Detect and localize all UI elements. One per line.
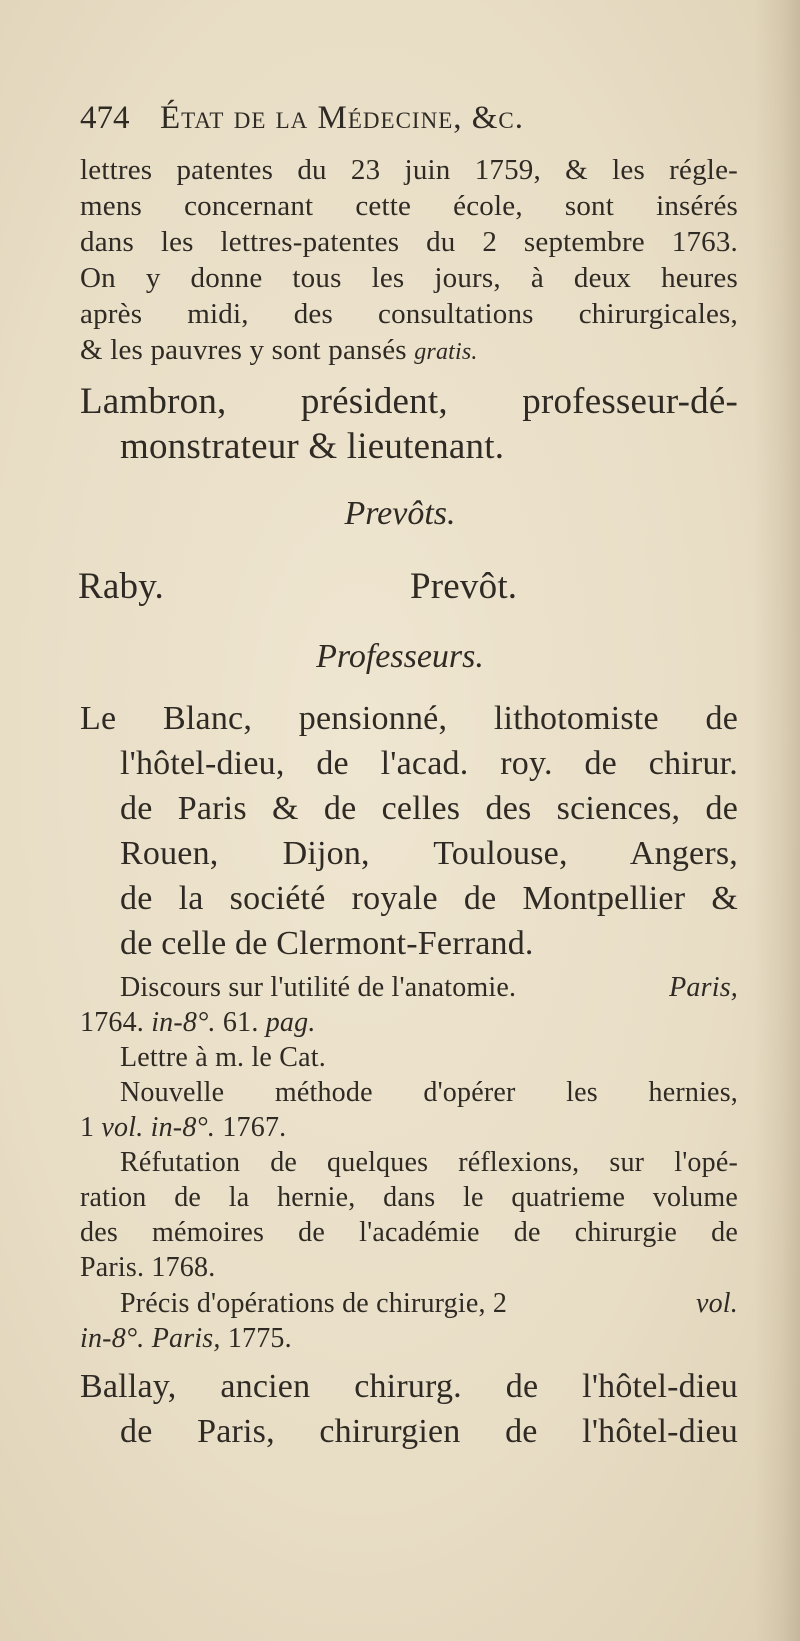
president-line: Lambron, président, professeur-dé- [80, 381, 738, 422]
prevot-name: Raby. [78, 566, 164, 607]
work-refutation-line: Paris. 1768. [80, 1252, 216, 1283]
le-blanc-line: de Paris & de celles des sciences, de [120, 790, 738, 827]
work-pages: 61. [222, 1007, 259, 1038]
le-blanc-line: l'hôtel-dieu, de l'acad. roy. de chirur. [120, 745, 738, 782]
work-refutation-line: ration de la hernie, dans le quatrieme volume [80, 1182, 738, 1213]
section-heading-professeurs: Professeurs. [316, 638, 484, 675]
work-format: in-8°. [150, 1112, 216, 1143]
intro-line: dans les lettres-patentes du 2 septembre 1763. [80, 226, 738, 258]
work-nouvelle-methode-details [80, 1112, 286, 1144]
page-gutter-shadow [754, 0, 800, 1641]
page-number: 474 [80, 100, 130, 136]
work-vol-number: 1 [80, 1112, 95, 1143]
work-format: in-8°. [151, 1007, 216, 1038]
le-blanc-line: Le Blanc, pensionné, lithotomiste de [80, 700, 738, 737]
intro-line: mens concernant cette école, sont insérés [80, 190, 738, 222]
section-heading-prevots: Prevôts. [344, 495, 456, 532]
intro-line: après midi, des consultations chirurgicales, [80, 298, 738, 330]
work-year: 1767. [222, 1112, 287, 1143]
work-nouvelle-methode: Nouvelle méthode d'opérer les hernies, [120, 1077, 738, 1108]
work-format: in-8°. [80, 1323, 145, 1354]
work-lettre: Lettre à m. le Cat. [120, 1042, 326, 1073]
work-title: Discours sur l'utilité de l'anatomie. [120, 972, 517, 1003]
ballay-line: de Paris, chirurgien de l'hôtel-dieu [120, 1413, 738, 1450]
ballay-line: Ballay, ancien chirurg. de l'hôtel-dieu [80, 1368, 738, 1405]
work-year: 1764. [80, 1007, 144, 1038]
work-vol-label: vol. [101, 1112, 144, 1143]
running-title: État de la Médecine, &c. [160, 100, 525, 136]
le-blanc-line: Rouen, Dijon, Toulouse, Angers, [120, 835, 738, 872]
work-year: 1775. [227, 1323, 292, 1354]
president-line: monstrateur & lieutenant. [120, 426, 505, 467]
work-title: Précis d'opérations de chirurgie, 2 [120, 1288, 508, 1319]
work-refutation-line: des mémoires de l'académie de chirurgie de [80, 1217, 738, 1248]
work-discours [120, 972, 738, 1004]
work-place: Paris, [151, 1323, 221, 1354]
work-precis [120, 1288, 738, 1320]
le-blanc-line: de la société royale de Montpellier & [120, 880, 738, 917]
le-blanc-line: de celle de Clermont-Ferrand. [120, 925, 534, 962]
gratis-word: gratis. [414, 339, 478, 365]
work-place: Paris, [669, 972, 738, 1003]
intro-line-last [80, 334, 478, 367]
work-precis-details [80, 1323, 292, 1355]
work-discours-details [80, 1007, 316, 1039]
intro-line: lettres patentes du 23 juin 1759, & les régle- [80, 154, 738, 186]
work-vol-label: vol. [695, 1288, 738, 1319]
work-pag: pag. [265, 1007, 316, 1038]
work-refutation-line: Réfutation de quelques réflexions, sur l'opé- [120, 1147, 738, 1178]
intro-line: On y donne tous les jours, à deux heures [80, 262, 738, 294]
intro-text: & les pauvres y sont pansés [80, 334, 407, 366]
prevot-role: Prevôt. [410, 566, 518, 607]
